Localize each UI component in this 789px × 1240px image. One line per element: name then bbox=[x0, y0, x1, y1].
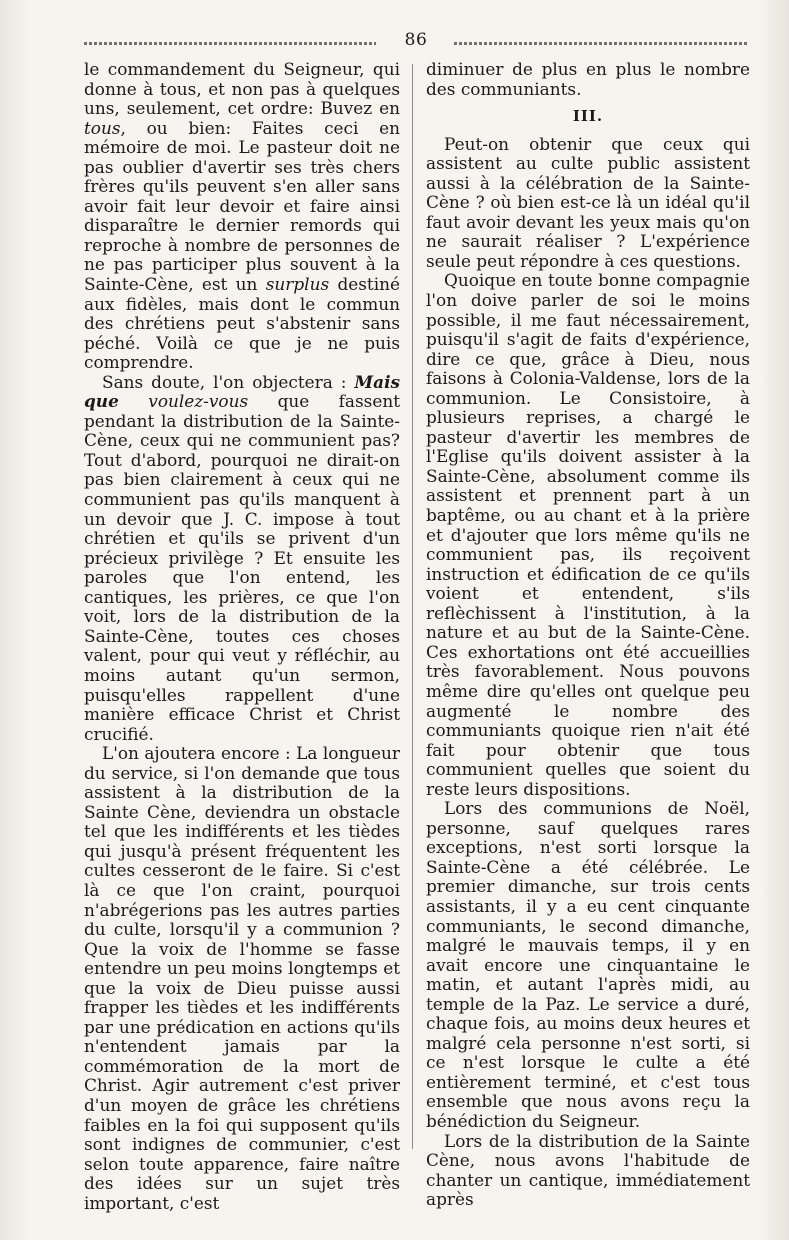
section-heading: III. bbox=[572, 107, 604, 126]
page-header bbox=[84, 30, 748, 52]
header-rule-left bbox=[84, 42, 376, 45]
text-columns bbox=[84, 59, 750, 1213]
page-number: 86 bbox=[404, 30, 428, 50]
right-paragraph-3: Lors des communions de Noël, personne, sauf quelques rares exceptions, n'est sorti lorsque la Sainte-Cène a été célébrée. Le premier dimanche, sur trois cents assistants, il y a eu cent cinquante communiants, le second dimanche, malgré le mauvais temps, il y en avait encore une cinquantaine le matin, et autant l'après midi, au temple de la Paz. Le service a duré, chaque fois, au moins deux heures et malgré cela personne n'est sorti, si ce n'est lorsque le culte a été entièrement terminé, et c'est tous ensemble que nous avons reçu la bénédiction du Seigneur. bbox=[426, 798, 750, 1131]
header-rule-right bbox=[454, 42, 748, 45]
left-column bbox=[84, 60, 400, 1213]
right-column bbox=[426, 60, 750, 1210]
right-paragraph-4: Lors de la distribution de la Sainte Cène, nous avons l'habitude de chanter un cantique, immédiatement après bbox=[426, 1130, 750, 1210]
left-paragraph-3: L'on ajoutera encore : La longueur du service, si l'on demande que tous assistent à la distribution de la Sainte Cène, deviendra un obstacle tel que les indifférents et les tièdes qui jusqu'à présent fréquentent les cultes cesseront de le faire. Si c'est là ce que l'on craint, pourquoi n'abrégerions pas les autres parties du culte, lorsqu'il y a communion ? Que la voix de l'homme se fasse entendre un peu moins longtemps et que la voix de Dieu puisse aussi frapper les tièdes et les indifférents par une prédication en actions qu'ils n'entendent jamais par la commémoration de la mort de Christ. Agir autrement c'est priver d'un moyen de grâce les chrétiens faibles en la foi qui supposent qu'ils sont indignes de communier, c'est selon toute apparence, faire naître des idées sur un sujet très important, c'est bbox=[84, 743, 400, 1213]
column-divider bbox=[412, 64, 413, 1149]
left-paragraph-1: le commandement du Seigneur, qui donne à tous, et non pas à quelques uns, seulement, cet ordre: Buvez en tous, ou bien: Faites ceci en mémoire de moi. Le pasteur doit ne pas oublier d'avertir ses très chers frères qu'ils peuvent s'en aller sans avoir fait leur devoir et faire ainsi disparaître le dernier remords qui reproche à nombre de personnes de ne pas participer plus souvent à la Sainte-Cène, est un surplus destiné aux fidèles, mais dont le commun des chrétiens peut s'abstenir sans péché. Voilà ce que je ne puis comprendre. bbox=[84, 59, 400, 373]
right-paragraph-2: Quoique en toute bonne compagnie l'on doive parler de soi le moins possible, il me faut nécessairement, puisqu'il s'agit de faits d'expérience, dire ce que, grâce à Dieu, nous faisons à Colonia-Valdense, lors de la communion. Le Consistoire, à plusieurs reprises, a chargé le pasteur d'avertir les membres de l'Eglise qu'ils doivent assister à la Sainte-Cène, absolument comme ils assistent et prennent part à un baptême, ou au chant et à la prière et d'ajouter que lors même qu'ils ne communient pas, ils reçoivent instruction et édification de ce qu'ils voient et entendent, s'ils reflèchissent à l'institution, à la nature et au but de la Sainte-Cène. Ces exhortations ont été accueillies très favorablement. Nous pouvons même dire qu'elles ont quelque peu augmenté le nombre des communiants quoique rien n'ait été fait pour obtenir que tous communient quelles que soient du reste leurs dispositions. bbox=[426, 270, 750, 799]
right-paragraph-0: diminuer de plus en plus le nombre des communiants. bbox=[426, 59, 750, 99]
right-paragraph-1: Peut-on obtenir que ceux qui assistent au culte public assistent aussi à la célébration de la Sainte-Cène ? où bien est-ce là un idéal qu'il faut avoir devant les yeux mais qu'on ne saurait réaliser ? L'expérience seule peut répondre à ces questions. bbox=[426, 133, 750, 271]
left-paragraph-2: Sans doute, l'on objectera : Mais que voulez-vous que fassent pendant la distribution de la Sainte-Cène, ceux qui ne communient pas? Tout d'abord, pourquoi ne dirait-on pas bien clairement à ceux qui ne communient pas qu'ils manquent à un devoir que J. C. impose à tout chrétien et qu'ils se privent d'un précieux privilège ? Et ensuite les paroles que l'on entend, les cantiques, les prières, ce que l'on voit, lors de la distribution de la Sainte-Cène, toutes ces choses valent, pour qui veut y réfléchir, au moins autant qu'un sermon, puisqu'elles rappellent d'une manière efficace Christ et Christ crucifié. bbox=[84, 371, 400, 744]
